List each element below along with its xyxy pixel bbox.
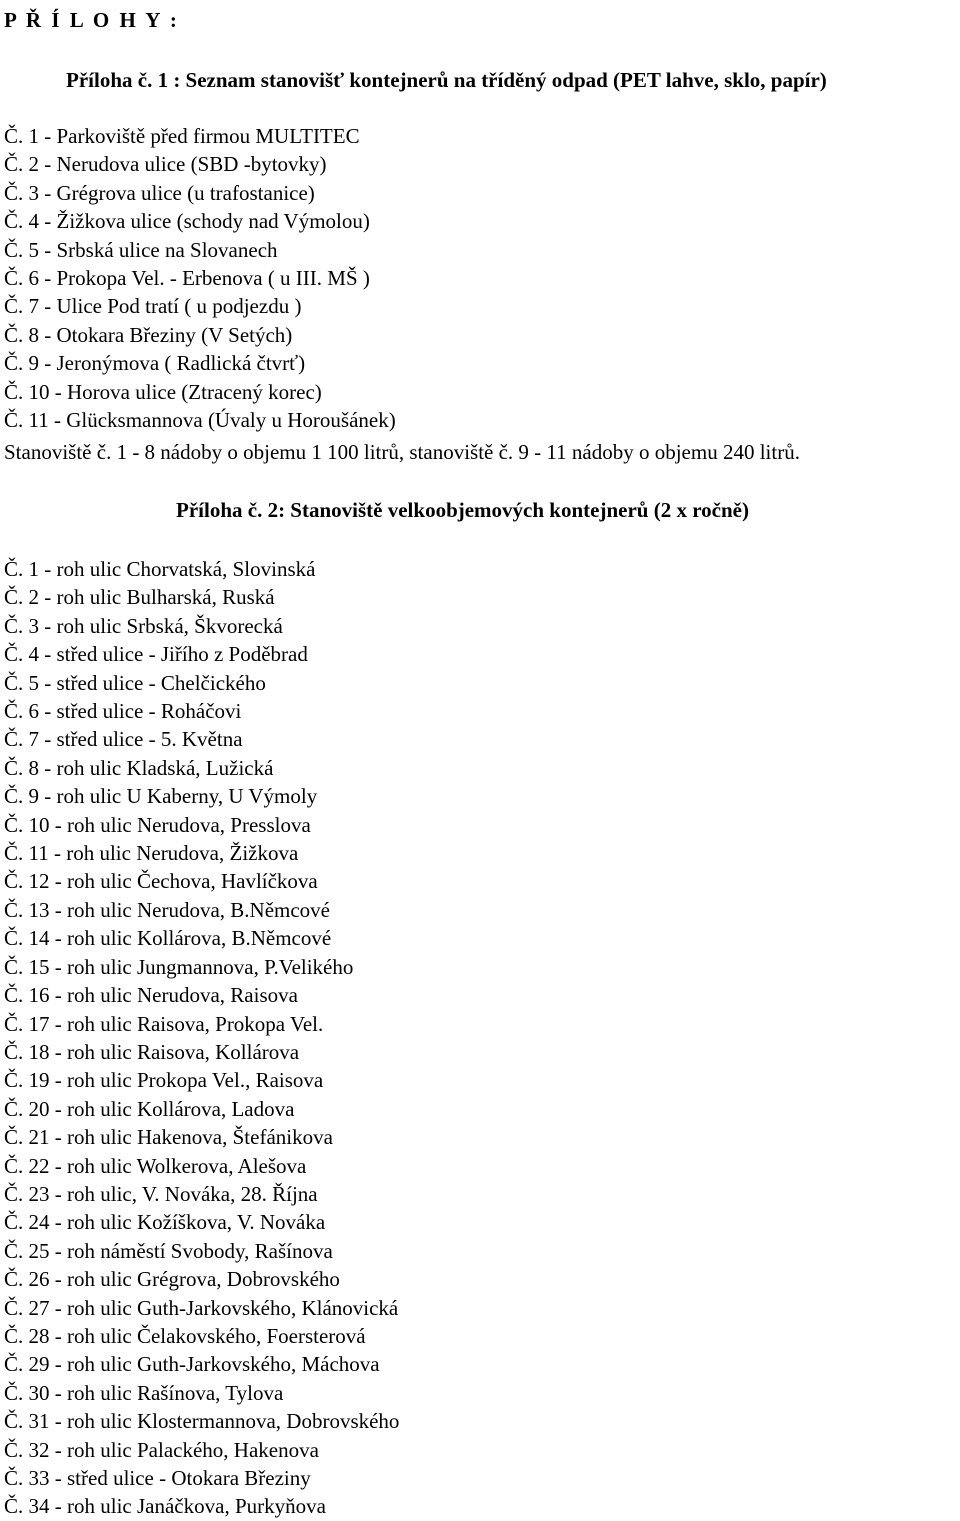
annex1-heading: Příloha č. 1 : Seznam stanovišť kontejnerů na tříděný odpad (PET lahve, sklo, papír) — [66, 68, 827, 92]
list-item: Č. 28 - roh ulic Čelakovského, Foersterová — [4, 1323, 366, 1348]
list-item: Č. 4 - Žižkova ulice (schody nad Výmolou) — [4, 209, 370, 234]
list-item: Č. 10 - Horova ulice (Ztracený korec) — [4, 379, 322, 404]
list-item: Č. 22 - roh ulic Wolkerova, Alešova — [4, 1153, 307, 1178]
list-item: Č. 24 - roh ulic Kožíškova, V. Nováka — [4, 1210, 326, 1235]
list-item: Č. 27 - roh ulic Guth-Jarkovského, Klánovická — [4, 1295, 399, 1320]
list-item: Č. 23 - roh ulic, V. Nováka, 28. Října — [4, 1181, 318, 1206]
list-item: Č. 6 - Prokopa Vel. - Erbenova ( u III. MŠ ) — [4, 265, 370, 290]
list-item: Č. 3 - roh ulic Srbská, Škvorecká — [4, 613, 283, 638]
list-item: Č. 9 - roh ulic U Kaberny, U Výmoly — [4, 784, 318, 809]
list-item: Č. 7 - Ulice Pod tratí ( u podjezdu ) — [4, 294, 302, 319]
list-item: Č. 3 - Grégrova ulice (u trafostanice) — [4, 180, 315, 205]
list-item: Č. 2 - Nerudova ulice (SBD -bytovky) — [4, 152, 327, 177]
list-item: Č. 2 - roh ulic Bulharská, Ruská — [4, 585, 275, 610]
list-item: Č. 32 - roh ulic Palackého, Hakenova — [4, 1437, 319, 1462]
list-item: Č. 11 - Glücksmannova (Úvaly u Horoušánek) — [4, 407, 396, 432]
list-item: Č. 33 - střed ulice - Otokara Březiny — [4, 1466, 311, 1490]
list-item: Č. 1 - Parkoviště před firmou MULTITEC — [4, 124, 360, 148]
list-item: Č. 25 - roh náměstí Svobody, Rašínova — [4, 1238, 333, 1263]
list-item: Č. 5 - střed ulice - Chelčického — [4, 670, 266, 695]
list-item: Č. 7 - střed ulice - 5. Května — [4, 727, 243, 752]
list-item: Č. 31 - roh ulic Klostermannova, Dobrovského — [4, 1409, 400, 1434]
list-item: Č. 1 - roh ulic Chorvatská, Slovinská — [4, 557, 316, 581]
list-item: Č. 18 - roh ulic Raisova, Kollárova — [4, 1039, 300, 1064]
list-item: Č. 19 - roh ulic Prokopa Vel., Raisova — [4, 1068, 324, 1093]
list-item: Č. 9 - Jeronýmova ( Radlická čtvrť) — [4, 351, 306, 376]
list-item: Č. 17 - roh ulic Raisova, Prokopa Vel. — [4, 1011, 324, 1036]
list-item: Č. 30 - roh ulic Rašínova, Tylova — [4, 1380, 284, 1405]
list-item: Č. 6 - střed ulice - Roháčovi — [4, 699, 242, 724]
list-item: Č. 16 - roh ulic Nerudova, Raisova — [4, 983, 298, 1008]
annex2-heading: Příloha č. 2: Stanoviště velkoobjemových kontejnerů (2 x ročně) — [176, 498, 749, 522]
list-item: Č. 8 - roh ulic Kladská, Lužická — [4, 755, 274, 780]
list-item: Č. 15 - roh ulic Jungmannova, P.Velikého — [4, 954, 354, 979]
list-item: Č. 20 - roh ulic Kollárova, Ladova — [4, 1096, 295, 1121]
annex1-list — [4, 122, 396, 434]
list-item: Č. 8 - Otokara Březiny (V Setých) — [4, 322, 293, 347]
annex2-list — [4, 555, 399, 1521]
document-title: P Ř Í L O H Y : — [4, 8, 180, 32]
list-item: Č. 10 - roh ulic Nerudova, Presslova — [4, 812, 311, 837]
annex1-note: Stanoviště č. 1 - 8 nádoby o objemu 1 100 litrů, stanoviště č. 9 - 11 nádoby o objemu 240 litrů. — [4, 440, 800, 464]
list-item: Č. 12 - roh ulic Čechova, Havlíčkova — [4, 869, 318, 894]
list-item: Č. 4 - střed ulice - Jiřího z Poděbrad — [4, 642, 308, 667]
list-item: Č. 26 - roh ulic Grégrova, Dobrovského — [4, 1267, 340, 1292]
list-item: Č. 21 - roh ulic Hakenova, Štefánikova — [4, 1125, 333, 1150]
list-item: Č. 34 - roh ulic Janáčkova, Purkyňova — [4, 1494, 326, 1519]
list-item: Č. 13 - roh ulic Nerudova, B.Němcové — [4, 897, 331, 922]
list-item: Č. 11 - roh ulic Nerudova, Žižkova — [4, 841, 299, 866]
list-item: Č. 29 - roh ulic Guth-Jarkovského, Máchova — [4, 1352, 380, 1377]
list-item: Č. 14 - roh ulic Kollárova, B.Němcové — [4, 926, 332, 951]
list-item: Č. 5 - Srbská ulice na Slovanech — [4, 237, 278, 262]
